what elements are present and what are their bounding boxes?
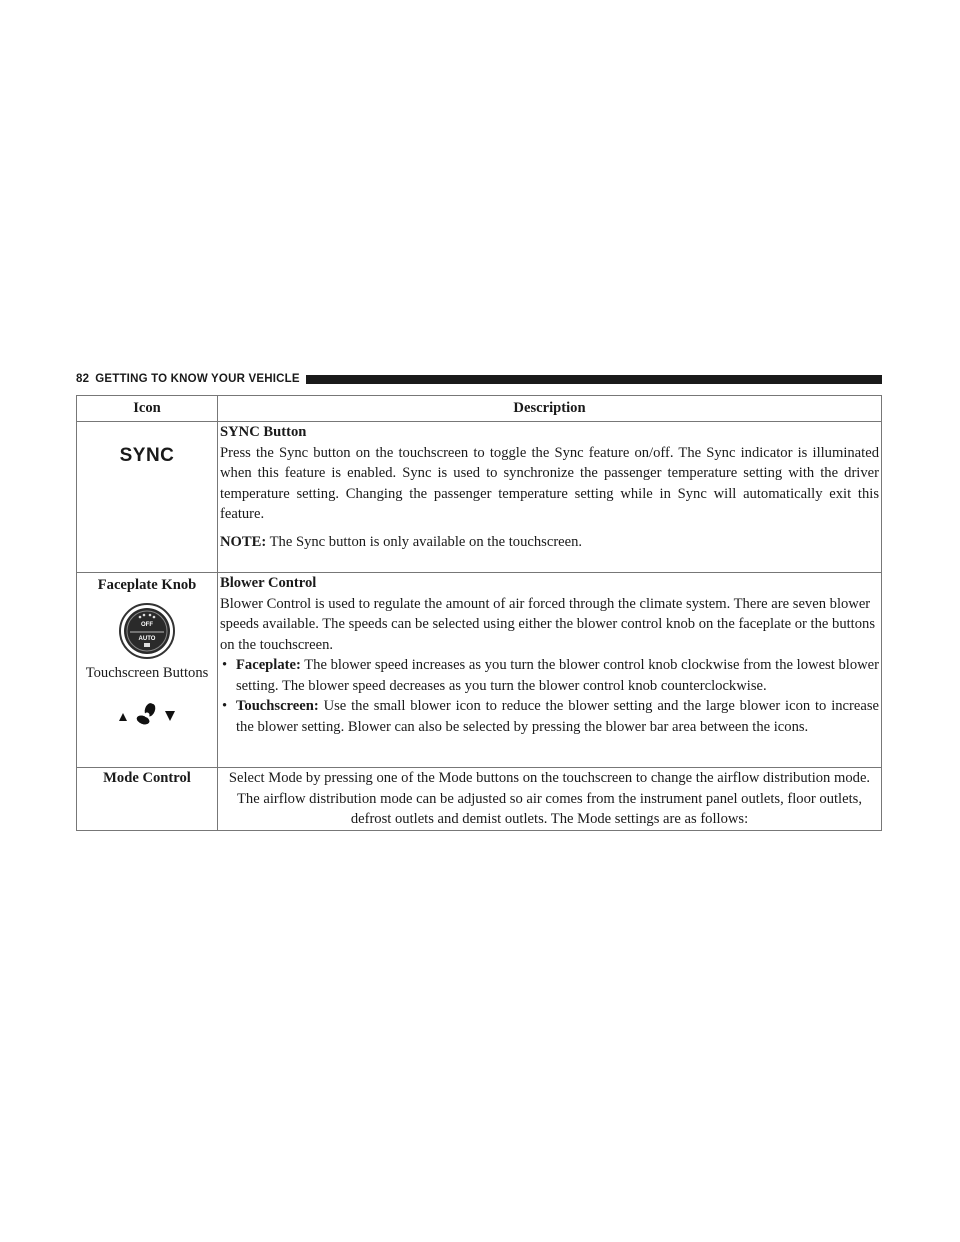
header-rule xyxy=(306,375,882,384)
icon-cell-mode xyxy=(77,768,218,831)
note xyxy=(220,532,879,553)
table-row xyxy=(77,422,882,573)
sync-icon: SYNC xyxy=(119,445,175,466)
blower-fan-icon xyxy=(113,701,181,725)
description-cell-blower xyxy=(218,573,882,768)
row-body: Blower Control is used to regulate the amount of air forced through the climate system. There are seven blower speeds available. The speeds can be selected using either the blower control knob on the faceplate or the buttons on the touchscreen. xyxy=(220,595,876,653)
knob-auto-text: AUTO xyxy=(138,635,156,642)
section-title: GETTING TO KNOW YOUR VEHICLE xyxy=(95,373,300,385)
knob-off-text: OFF xyxy=(141,621,153,628)
description-cell-sync xyxy=(218,422,882,573)
list-item: • Faceplate: The blower speed increases as you turn the blower control knob clockwise from the lowest blower setting. The blower speed decreases as you turn the blower control knob counterclockwise. xyxy=(222,657,879,694)
icon-description-table xyxy=(76,395,882,831)
column-header-icon: Icon xyxy=(77,396,218,422)
icon-cell-sync xyxy=(77,422,218,573)
blower-knob-icon xyxy=(118,602,176,660)
list-item: • Touchscreen: Use the small blower icon to reduce the blower setting and the large blower icon to increase the blower setting. Blower can also be selected by pressing the blower bar area between the icons. xyxy=(222,698,880,735)
page-number: 82 xyxy=(76,373,90,385)
bullet-label: Touchscreen: xyxy=(236,698,319,714)
bullet-label: Faceplate: xyxy=(236,657,301,673)
touchscreen-buttons-label: Touchscreen Buttons xyxy=(85,664,209,681)
row-body: Press the Sync button on the touchscreen to toggle the Sync feature on/off. The Sync indicator is illuminated when this feature is enabled. Sync is used to synchronize the passenger temperature setting with the driver temperature setting. Changing the passenger temperature setting while in Sync will automatically exit this feature. xyxy=(220,444,879,522)
column-header-description: Description xyxy=(218,396,882,422)
faceplate-knob-label: Faceplate Knob xyxy=(97,577,197,593)
description-cell-mode xyxy=(218,768,882,831)
table-row xyxy=(77,768,882,831)
note-label: NOTE: xyxy=(220,533,267,550)
bullet-list xyxy=(220,655,879,737)
header-text xyxy=(76,373,300,385)
page-header xyxy=(76,371,882,387)
bullet-text: Use the small blower icon to reduce the blower setting and the large blower icon to increase the blower setting. Blower can also be selected by pressing the blower bar area between the icons. xyxy=(236,698,880,735)
row-title: SYNC Button xyxy=(220,424,307,440)
icon-cell-blower xyxy=(77,573,218,768)
mode-control-label: Mode Control xyxy=(103,770,191,786)
table-row xyxy=(77,573,882,768)
note-text: The Sync button is only available on the touchscreen. xyxy=(269,533,583,550)
row-body: Select Mode by pressing one of the Mode buttons on the touchscreen to change the airflow distribution mode. The airflow distribution mode can be adjusted so air comes from the instrument panel outlets, floor outlets, defrost outlets and demist outlets. The Mode settings are as follows: xyxy=(228,770,871,827)
table-header-row xyxy=(77,396,882,422)
row-title: Blower Control xyxy=(220,575,317,591)
bullet-text: The blower speed increases as you turn the blower control knob clockwise from the lowest blower setting. The blower speed decreases as you turn the blower control knob counterclockwise. xyxy=(236,657,879,694)
